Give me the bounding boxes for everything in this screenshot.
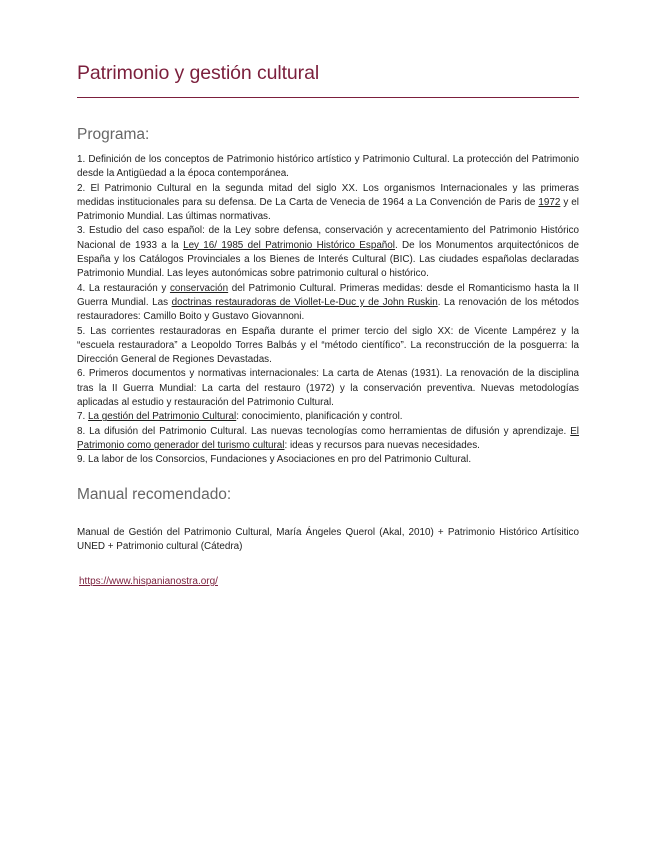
- programa-item-text: 5. Las corrientes restauradoras en España durante el primer tercio del siglo XX: de Vicente Lampérez y la “escuela restauradora” a Leopoldo Torres Balbás y el “método científico”. La reconstrucción de la posguerra: la Dirección General de Regiones Devastadas.: [77, 325, 579, 366]
- underlined-term: doctrinas restauradoras de Viollet-Le-Duc y de John Ruskin: [171, 296, 438, 308]
- programa-item-text: 9. La labor de los Consorcios, Fundaciones y Asociaciones en pro del Patrimonio Cultural.: [77, 454, 472, 466]
- underlined-term: El Patrimonio como generador del turismo cultural: [77, 425, 579, 451]
- programa-item-text: 8. La difusión del Patrimonio Cultural. Las nuevas tecnologías como herramientas de difusión y aprendizaje.: [77, 425, 571, 437]
- title-divider: [77, 97, 579, 98]
- document-page: [77, 0, 579, 589]
- programa-item: [77, 367, 579, 410]
- hispanianostra-link[interactable]: https://www.hispanianostra.org/: [79, 575, 218, 587]
- programa-item-text: . De los Monumentos arquitectónicos de España y los Catálogos Provinciales a los Bienes de Interés Cultural (BIC). Las ciudades españolas declaradas Patrimonio Mundial. Las leyes autonómicas sobre patrimonio cultural o histórico.: [77, 239, 579, 280]
- underlined-term: conservación: [169, 282, 229, 294]
- programa-item-text: y el Patrimonio Mundial. Las últimas normativas.: [77, 196, 579, 223]
- programa-item-text: 7.: [77, 411, 88, 423]
- programa-item-text: del Patrimonio Cultural. Primeras medidas: desde el Romanticismo hasta la II Guerra Mundial. Las: [77, 282, 579, 308]
- underlined-term: Ley 16/ 1985 del Patrimonio Histórico Español: [183, 239, 395, 251]
- programa-item: [77, 153, 579, 182]
- programa-item: [77, 224, 579, 281]
- programa-item-text: 3. Estudio del caso español: de la Ley sobre defensa, conservación y acrecentamiento del Patrimonio Histórico Nacional de 1933 a la: [77, 225, 579, 251]
- programa-item-text: : conocimiento, planificación y control.: [236, 411, 403, 423]
- programa-item-text: 4. La restauración y: [77, 282, 170, 294]
- programa-heading: Programa:: [77, 126, 150, 144]
- underlined-term: La gestión del Patrimonio Cultural: [87, 411, 237, 423]
- programa-item: [77, 410, 579, 424]
- programa-item-text: . La renovación de los métodos restauradores: Camillo Boito y Gustavo Giovannoni.: [77, 296, 579, 323]
- programa-item: [77, 325, 579, 368]
- programa-item: [77, 425, 579, 454]
- programa-item: [77, 282, 579, 325]
- programa-item-text: 1. Definición de los conceptos de Patrimonio histórico artístico y Patrimonio Cultural. La protección del Patrimonio desde la Antigüedad a la época contemporánea.: [77, 153, 579, 180]
- manual-text: Manual de Gestión del Patrimonio Cultural, María Ángeles Querol (Akal, 2010) + Patrimonio Histórico Artísitico UNED + Patrimonio cultural (Cátedra): [77, 527, 579, 553]
- programa-list: [77, 153, 579, 468]
- programa-item-text: 2. El Patrimonio Cultural en la segunda mitad del siglo XX. Los organismos Internacionales y las primeras medidas institucionales para su defensa. De La Carta de Venecia de 1964 a La Convención de Paris de: [77, 182, 579, 208]
- programa-item: [77, 453, 579, 467]
- page-title: Patrimonio y gestión cultural: [77, 62, 320, 84]
- programa-item: [77, 182, 579, 225]
- programa-item-text: : ideas y recursos para nuevas necesidades.: [284, 439, 480, 451]
- programa-item-text: 6. Primeros documentos y normativas internacionales: La carta de Atenas (1931). La renovación de la disciplina tras la II Guerra Mundial: La carta del restauro (1972) y la conservación preventiva. Nuevas metodologías aplicadas al estudio y restauración del Patrimonio Cultural.: [77, 368, 579, 409]
- manual-heading: Manual recomendado:: [77, 485, 232, 503]
- underlined-term: 1972: [538, 196, 561, 208]
